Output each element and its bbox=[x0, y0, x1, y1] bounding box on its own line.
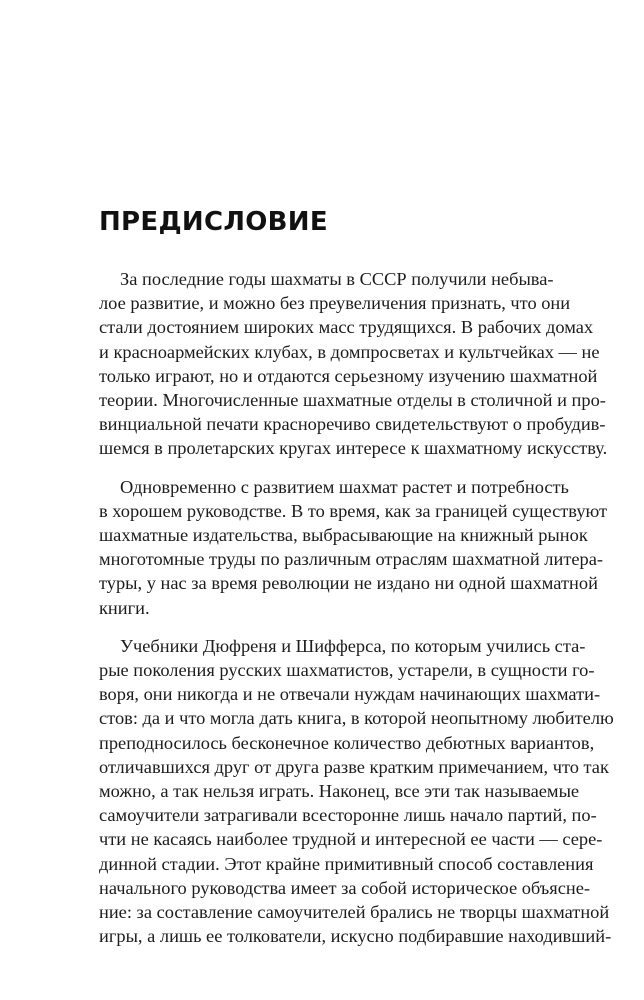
text-line: динной стадии. Этот крайне примитивный способ составления bbox=[99, 853, 594, 874]
text-line: шахматные издательства, выбрасывающие на книжный рынок bbox=[99, 525, 588, 546]
text-line: Учебники Дюфреня и Шифферса, по которым учились ста- bbox=[120, 635, 586, 656]
text-line: ние: за составление самоучителей брались не творцы шахматной bbox=[99, 902, 610, 923]
text-line: только играют, но и отдаются серьезному изучению шахматной bbox=[99, 365, 598, 386]
paragraph bbox=[99, 475, 608, 620]
text-line: многотомные труды по различным отраслям шахматной литера- bbox=[99, 549, 604, 570]
text-line: игры, а лишь ее толкователи, искусно подбиравшие находивший- bbox=[99, 926, 612, 947]
text-line: отличавшихся друг от друга разве кратким примечанием, что так bbox=[99, 756, 609, 777]
text-line: можно, а так нельзя играть. Наконец, все эти так называемые bbox=[99, 781, 580, 802]
body-text bbox=[99, 267, 614, 948]
text-line: За последние годы шахматы в СССР получили небыва- bbox=[120, 269, 554, 289]
paragraph bbox=[99, 267, 608, 461]
page-title: ПРЕДИСЛОВИЕ bbox=[99, 207, 328, 237]
text-line: стали достоянием широких масс трудящихся. В рабочих домах bbox=[99, 317, 594, 338]
text-line: шемся в пролетарских кругах интересе к шахматному искусству. bbox=[99, 438, 608, 459]
text-line: Одновременно с развитием шахмат растет и потребность bbox=[120, 476, 569, 497]
text-line: стов: да и что могла дать книга, в которой неопытному любителю bbox=[99, 708, 614, 729]
text-line: начального руководства имеет за собой историческое объясне- bbox=[99, 877, 591, 898]
text-line: воря, они никогда и не отвечали нуждам начинающих шахмати- bbox=[99, 684, 601, 705]
paragraph bbox=[99, 634, 614, 949]
text-line: самоучители затрагивали всесторонне лишь начало партий, по- bbox=[99, 805, 597, 826]
text-line: винциальной печати красноречиво свидетельствуют о пробудив- bbox=[99, 414, 606, 435]
text-line: книги. bbox=[99, 597, 150, 618]
text-line: и красноармейских клубах, в домпросветах и культчейках — не bbox=[99, 341, 600, 362]
document-page bbox=[99, 205, 614, 962]
text-line: чти не касаясь наиболее трудной и интересной ее части — сере- bbox=[99, 829, 603, 850]
text-line: лое развитие, и можно без преувеличения признать, что они bbox=[99, 293, 571, 314]
text-line: туры, у нас за время революции не издано ни одной шахматной bbox=[99, 573, 598, 594]
text-line: теории. Многочисленные шахматные отделы в столичной и про- bbox=[99, 390, 606, 411]
text-line: преподносилось бесконечное количество дебютных вариантов, bbox=[99, 732, 595, 753]
text-line: рые поколения русских шахматистов, устарели, в сущности го- bbox=[99, 660, 595, 681]
text-line: в хорошем руководстве. В то время, как за границей существуют bbox=[99, 500, 608, 521]
